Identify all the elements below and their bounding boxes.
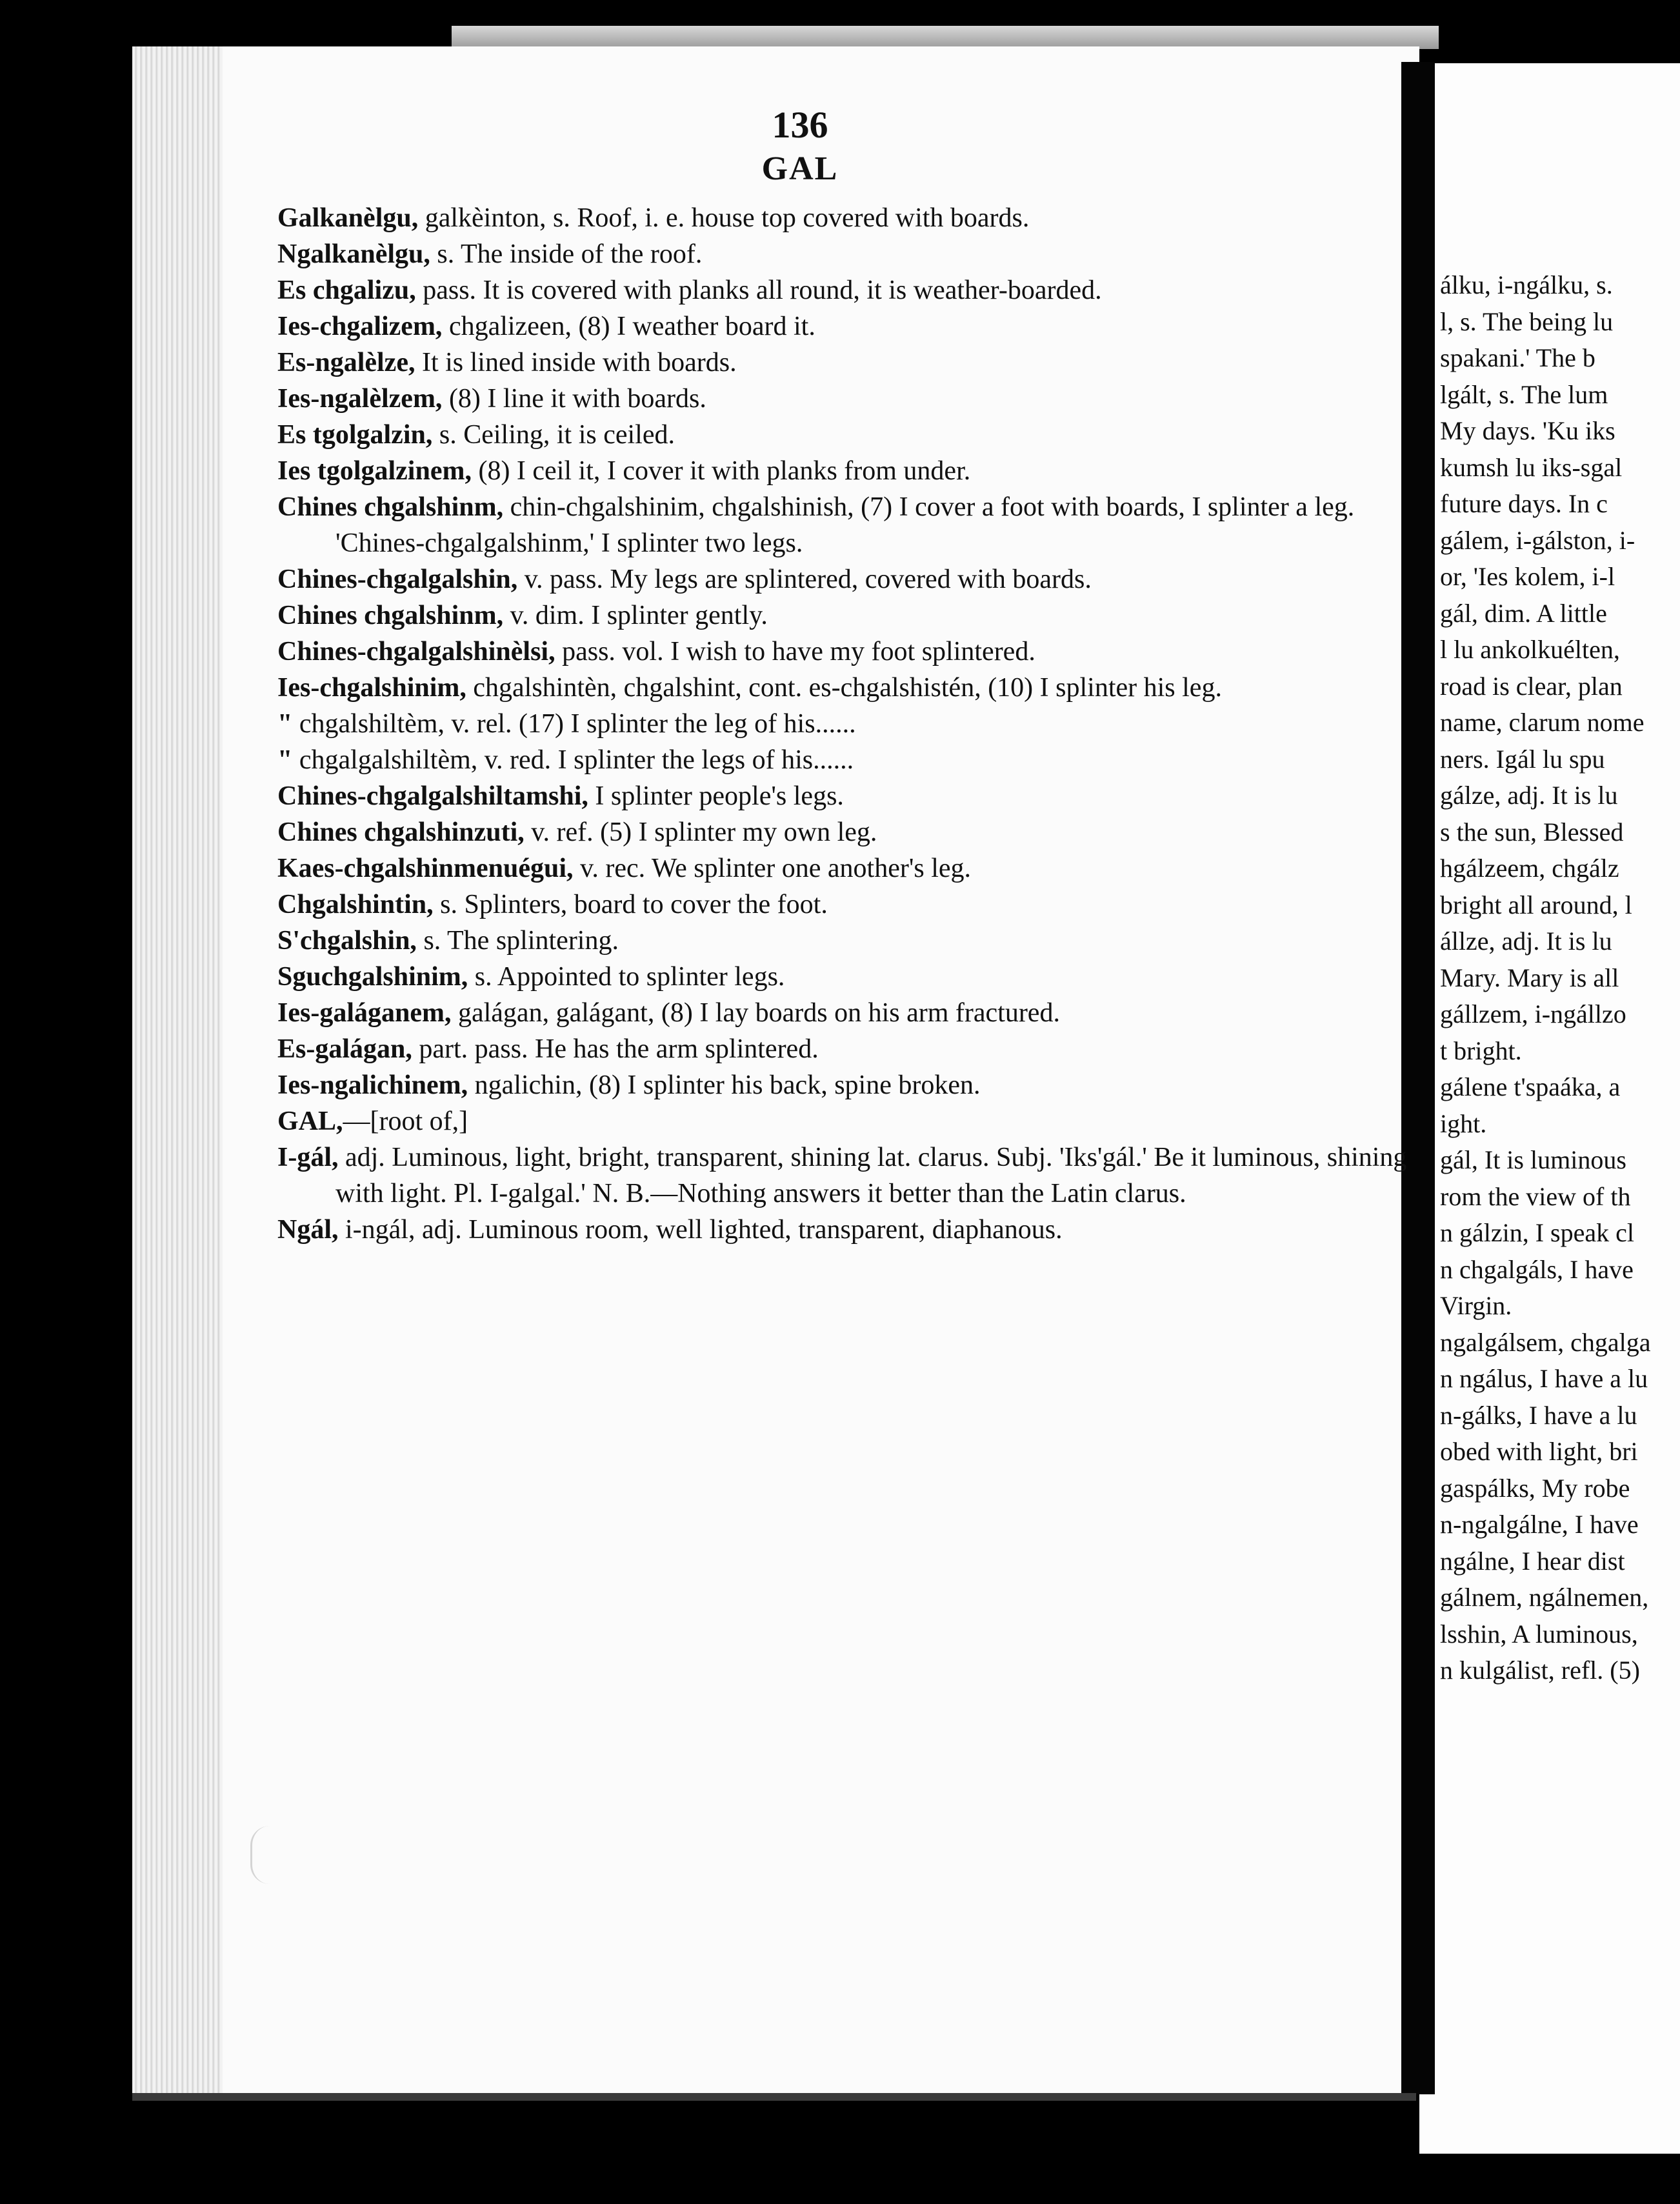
page-stack-edge bbox=[132, 46, 223, 2093]
entry-headword: S'chgalshin, bbox=[277, 926, 417, 956]
dictionary-entry bbox=[277, 1103, 1419, 1139]
right-page-line: bright all around, l bbox=[1440, 890, 1632, 919]
right-page-line: kumsh lu iks-sgal bbox=[1440, 452, 1623, 482]
entry-headword: Es chgalizu, bbox=[277, 276, 416, 305]
dictionary-entry bbox=[277, 814, 1419, 850]
entry-definition: pass. vol. I wish to have my foot splintered. bbox=[555, 637, 1035, 666]
entry-definition: ngalichin, (8) I splinter his back, spine broken. bbox=[468, 1070, 981, 1100]
right-page-line: l lu ankolkuélten, bbox=[1440, 635, 1620, 664]
entry-headword: Kaes-chgalshinmenuégui, bbox=[277, 854, 574, 883]
entry-headword: Chines-chgalgalshiltamshi, bbox=[277, 781, 588, 811]
right-page-line: gálene t'spaáka, a bbox=[1440, 1072, 1621, 1101]
entry-headword: Galkanèlgu, bbox=[277, 203, 419, 233]
dictionary-entry bbox=[277, 200, 1419, 236]
dictionary-entry bbox=[277, 706, 1419, 742]
entry-definition: (8) I line it with boards. bbox=[442, 384, 706, 414]
entry-headword: Es-ngalèlze, bbox=[277, 348, 415, 377]
entry-headword: " bbox=[277, 745, 293, 775]
top-page-edge bbox=[452, 26, 1439, 49]
right-page-line: n-gálks, I have a lu bbox=[1440, 1400, 1637, 1430]
entry-definition: part. pass. He has the arm splintered. bbox=[412, 1034, 819, 1064]
entry-definition: chin-chgalshinim, chgalshinish, (7) I cover a foot with boards, I splinter a leg. 'Chines-chgalgalshinm,' I splinter two legs. bbox=[335, 492, 1355, 558]
right-page-line: or, 'Ies kolem, i-l bbox=[1440, 562, 1615, 591]
dictionary-entry bbox=[277, 1212, 1419, 1248]
entry-headword: I-gál, bbox=[277, 1143, 339, 1172]
entry-headword: Chines chgalshinm, bbox=[277, 601, 504, 630]
dictionary-entry bbox=[277, 417, 1419, 453]
right-page-line: l, s. The being lu bbox=[1440, 306, 1614, 336]
right-page-line: spakani.' The b bbox=[1440, 343, 1595, 372]
entry-definition: I splinter people's legs. bbox=[588, 781, 844, 811]
entry-definition: s. Ceiling, it is ceiled. bbox=[432, 420, 675, 450]
right-page-line: n ngálus, I have a lu bbox=[1440, 1364, 1648, 1393]
entry-definition: galágan, galágant, (8) I lay boards on his arm fractured. bbox=[451, 998, 1060, 1028]
dictionary-entry bbox=[277, 236, 1419, 272]
entry-definition: (8) I ceil it, I cover it with planks from under. bbox=[471, 456, 971, 486]
entry-headword: Chines chgalshinm, bbox=[277, 492, 504, 522]
right-page-line: Mary. Mary is all bbox=[1440, 963, 1619, 992]
dictionary-entry bbox=[277, 453, 1419, 489]
entry-definition: v. dim. I splinter gently. bbox=[503, 601, 768, 630]
entry-headword: Chgalshintin, bbox=[277, 890, 434, 919]
right-page-line: álku, i-ngálku, s. bbox=[1440, 270, 1613, 299]
right-page-line: ngalgálsem, chgalga bbox=[1440, 1327, 1651, 1357]
right-page-line: n gálzin, I speak cl bbox=[1440, 1218, 1634, 1247]
dictionary-entry bbox=[277, 489, 1419, 561]
right-page-line: gálnem, ngálnemen, bbox=[1440, 1583, 1649, 1612]
right-page-line: gaspálks, My robe bbox=[1440, 1473, 1630, 1503]
entry-headword: Ies tgolgalzinem, bbox=[277, 456, 472, 486]
right-page-line: gálze, adj. It is lu bbox=[1440, 781, 1618, 810]
dictionary-entry bbox=[277, 561, 1419, 597]
running-head: GAL bbox=[761, 150, 839, 187]
entry-headword: Ies-ngalichinem, bbox=[277, 1070, 468, 1100]
entry-definition: adj. Luminous, light, bright, transparent, shining lat. clarus. Subj. 'Iks'gál.' Be it luminous, shining with light. Pl. I-galgal.' N. B.—Nothing answers it better than the Latin clarus. bbox=[335, 1143, 1407, 1208]
entry-definition: chgalshintèn, chgalshint, cont. es-chgalshistén, (10) I splinter his leg. bbox=[466, 673, 1222, 703]
margin-pencil-mark bbox=[250, 1826, 291, 1884]
entry-headword: Es-galágan, bbox=[277, 1034, 412, 1064]
right-page-line: lgált, s. The lum bbox=[1440, 379, 1608, 409]
entry-headword: Ngál, bbox=[277, 1215, 339, 1245]
dictionary-entry bbox=[277, 995, 1419, 1031]
right-page-line: állze, adj. It is lu bbox=[1440, 927, 1612, 956]
dictionary-entry bbox=[277, 597, 1419, 634]
right-page-line: t bright. bbox=[1440, 1036, 1522, 1065]
page-number: 136 bbox=[772, 104, 828, 146]
entry-definition: v. ref. (5) I splinter my own leg. bbox=[524, 817, 877, 847]
dictionary-entry bbox=[277, 923, 1419, 959]
dictionary-entry bbox=[277, 308, 1419, 345]
right-page-line: n kulgálist, refl. (5) bbox=[1440, 1656, 1640, 1685]
dictionary-entry bbox=[277, 778, 1419, 814]
right-page-line: gállzem, i-ngállzo bbox=[1440, 999, 1626, 1028]
dictionary-entry bbox=[277, 850, 1419, 887]
right-page-line: gál, It is luminous bbox=[1440, 1145, 1626, 1174]
right-page-line: road is clear, plan bbox=[1440, 671, 1623, 701]
right-page-line: n-ngalgálne, I have bbox=[1440, 1510, 1639, 1539]
dictionary-entry bbox=[277, 634, 1419, 670]
dictionary-entry bbox=[277, 381, 1419, 417]
entry-headword: Ies-chgalizem, bbox=[277, 312, 443, 341]
entry-headword: Sguchgalshinim, bbox=[277, 962, 468, 992]
dictionary-entries bbox=[277, 200, 1413, 1248]
entry-definition: It is lined inside with boards. bbox=[415, 348, 737, 377]
dictionary-entry bbox=[277, 887, 1419, 923]
right-page-line: obed with light, bri bbox=[1440, 1437, 1638, 1466]
entry-headword: Chines chgalshinzuti, bbox=[277, 817, 525, 847]
entry-headword: " bbox=[277, 709, 293, 739]
entry-headword: Chines-chgalgalshin, bbox=[277, 565, 518, 594]
entry-definition: chgalshiltèm, v. rel. (17) I splinter the leg of his...... bbox=[292, 709, 856, 739]
right-page-line: ners. Igál lu spu bbox=[1440, 744, 1605, 774]
right-page-line: hgálzeem, chgálz bbox=[1440, 854, 1619, 883]
entry-definition: s. The inside of the roof. bbox=[430, 239, 703, 269]
bottom-page-edge bbox=[132, 2093, 1416, 2101]
entry-headword: Ies-ngalèlzem, bbox=[277, 384, 443, 414]
right-page-line: future days. In c bbox=[1440, 489, 1608, 518]
right-page-line: gál, dim. A little bbox=[1440, 598, 1607, 628]
right-page-line: lsshin, A luminous, bbox=[1440, 1619, 1638, 1648]
dictionary-entry bbox=[277, 345, 1419, 381]
dictionary-entry bbox=[277, 742, 1419, 778]
entry-definition: s. The splintering. bbox=[416, 926, 619, 956]
entry-definition: —[root of,] bbox=[343, 1107, 468, 1136]
dictionary-entry bbox=[277, 959, 1419, 995]
right-page-line: n chgalgáls, I have bbox=[1440, 1254, 1634, 1284]
right-page-line: ight. bbox=[1440, 1108, 1487, 1138]
right-page-line: Virgin. bbox=[1440, 1291, 1512, 1320]
dictionary-entry bbox=[277, 1067, 1419, 1103]
entry-definition: s. Appointed to splinter legs. bbox=[468, 962, 785, 992]
right-page-line: name, clarum nome bbox=[1440, 708, 1645, 737]
entry-definition: s. Splinters, board to cover the foot. bbox=[433, 890, 828, 919]
right-page-line: rom the view of th bbox=[1440, 1181, 1631, 1211]
entry-headword: Ies-galáganem, bbox=[277, 998, 452, 1028]
dictionary-entry bbox=[277, 1031, 1419, 1067]
right-page-line: ngálne, I hear dist bbox=[1440, 1546, 1625, 1576]
entry-headword: Ngalkanèlgu, bbox=[277, 239, 430, 269]
right-page-line: My days. 'Ku iks bbox=[1440, 416, 1615, 445]
entry-definition: galkèinton, s. Roof, i. e. house top covered with boards. bbox=[418, 203, 1030, 233]
entry-headword: GAL, bbox=[277, 1107, 343, 1136]
dictionary-entry bbox=[277, 1139, 1419, 1212]
entry-headword: Es tgolgalzin, bbox=[277, 420, 433, 450]
entry-definition: i-ngál, adj. Luminous room, well lighted, transparent, diaphanous. bbox=[338, 1215, 1063, 1245]
right-page-text bbox=[1440, 267, 1680, 1689]
dictionary-entry bbox=[277, 670, 1419, 706]
entry-definition: pass. It is covered with planks all round, it is weather-boarded. bbox=[415, 276, 1102, 305]
entry-definition: v. pass. My legs are splintered, covered with boards. bbox=[517, 565, 1092, 594]
entry-definition: chgalgalshiltèm, v. red. I splinter the legs of his...... bbox=[292, 745, 854, 775]
entry-definition: chgalizeen, (8) I weather board it. bbox=[442, 312, 815, 341]
entry-definition: v. rec. We splinter one another's leg. bbox=[573, 854, 972, 883]
right-page-line: gálem, i-gálston, i- bbox=[1440, 525, 1635, 555]
entry-headword: Chines-chgalgalshinèlsi, bbox=[277, 637, 555, 666]
entry-headword: Ies-chgalshinim, bbox=[277, 673, 466, 703]
right-page-line: s the sun, Blessed bbox=[1440, 817, 1624, 847]
dictionary-entry bbox=[277, 272, 1419, 308]
